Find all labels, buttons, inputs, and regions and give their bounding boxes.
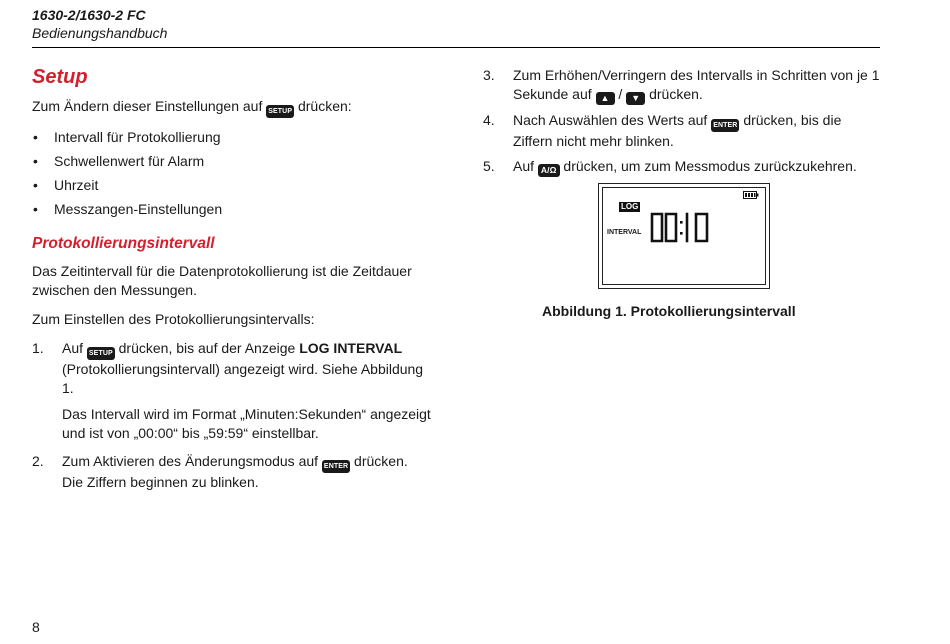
step-number: 4.: [483, 112, 495, 128]
bullet-icon: •: [33, 201, 38, 217]
intro-text-before: Zum Ändern dieser Einstellungen auf: [32, 98, 263, 114]
right-column: [483, 66, 883, 177]
list-item: [32, 200, 432, 224]
step-2-before: Zum Aktivieren des Änderungsmodus auf: [62, 453, 319, 469]
lcd-display-figure: [598, 183, 770, 289]
settings-list: [32, 128, 432, 224]
log-interval-label: LOG INTERVAL: [299, 340, 403, 356]
list-item-text: Uhrzeit: [54, 177, 99, 193]
lcd-seven-segment-digits: [650, 212, 712, 244]
ampere-ohm-key-icon: A/Ω: [538, 164, 560, 177]
step-1-after: (Protokollierungsintervall) angezeigt wird. Siehe Abbildung 1.: [62, 361, 424, 396]
enter-key-icon: ENTER: [322, 460, 350, 473]
enter-key-icon: ENTER: [711, 119, 739, 132]
list-item: [32, 128, 432, 152]
step-number: 1.: [32, 340, 44, 356]
step-4-before: Nach Auswählen des Werts auf: [513, 112, 708, 128]
step-number: 5.: [483, 158, 495, 174]
step-2-text: [62, 452, 432, 492]
step-3-separator: /: [618, 86, 623, 102]
lcd-screen: [602, 187, 766, 285]
step-3-before: 1 Sekunde auf: [513, 67, 880, 102]
setup-key-icon: SETUP: [87, 347, 115, 360]
section-heading-setup: Setup: [32, 66, 88, 88]
up-arrow-key-icon: ▲: [596, 92, 615, 105]
lcd-log-indicator: LOG: [621, 202, 639, 211]
step-5: [483, 157, 883, 177]
step-4-after: drücken, bis die Ziffern nicht mehr blinken.: [513, 112, 842, 149]
intro-text-after: drücken:: [297, 98, 352, 114]
list-item: [32, 176, 432, 200]
step-5-text: [513, 157, 883, 177]
list-item-text: Intervall für Protokollierung: [54, 129, 221, 145]
setup-key-icon: SETUP: [266, 105, 294, 118]
step-number: 2.: [32, 453, 44, 469]
step-1-before: Auf: [62, 340, 84, 356]
list-item-text: Schwellenwert für Alarm: [54, 153, 205, 169]
step-number: 3.: [483, 67, 495, 83]
setup-intro: [32, 97, 432, 118]
interval-instructions-intro: Zum Einstellen des Protokollierungsintervalls:: [32, 311, 315, 327]
battery-icon: [743, 191, 759, 199]
list-item: [32, 152, 432, 176]
step-5-before: Auf: [513, 158, 535, 174]
bullet-icon: •: [33, 153, 38, 169]
step-2: [32, 452, 432, 492]
step-1: [32, 339, 432, 443]
page-header: [32, 6, 880, 42]
step-4: [483, 111, 883, 151]
step-3: [483, 66, 883, 105]
left-column: [32, 64, 432, 492]
lcd-interval-label: INTERVAL: [607, 229, 642, 236]
step-2-after: drücken. Die Ziffern beginnen zu blinken.: [62, 453, 408, 490]
figure-caption: Abbildung 1. Protokollierungsintervall: [542, 303, 796, 319]
manual-model-title: 1630-2/1630-2 FC: [32, 7, 146, 23]
page-number: 8: [32, 619, 40, 635]
step-1-text: [62, 339, 432, 398]
step-3-text: [513, 66, 883, 105]
header-divider: [32, 47, 880, 48]
interval-description: Das Zeitintervall für die Datenprotokollierung ist die Zeitdauer zwischen den Messungen.: [32, 263, 412, 298]
step-3-after: drücken.: [649, 86, 703, 102]
step-1-note: Das Intervall wird im Format „Minuten:Sekunden“ angezeigt und ist von „00:00“ bis „59:59“ einstellbar.: [62, 406, 431, 441]
subheading-log-interval: Protokollierungsintervall: [32, 235, 215, 252]
bullet-icon: •: [33, 177, 38, 193]
step-5-after: drücken, um zum Messmodus zurückzukehren.: [563, 158, 857, 174]
step-1-mid: drücken, bis auf der Anzeige: [118, 340, 296, 356]
bullet-icon: •: [33, 129, 38, 145]
list-item-text: Messzangen-Einstellungen: [54, 201, 223, 217]
step-3-line1: Zum Erhöhen/Verringern des Intervalls in Schritten von je: [513, 67, 868, 83]
down-arrow-key-icon: ▼: [626, 92, 645, 105]
step-4-text: [513, 111, 883, 151]
manual-subtitle: Bedienungshandbuch: [32, 25, 168, 41]
